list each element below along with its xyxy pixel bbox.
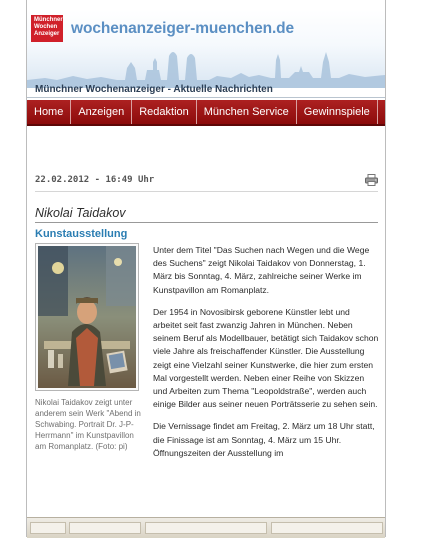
article-body <box>153 244 379 469</box>
nav-bottom-strip <box>27 124 385 126</box>
author-divider <box>35 222 378 223</box>
article-paragraph: Die Vernissage findet am Freitag, 2. März um 18 Uhr statt, die Finissage ist am Sonntag, 4. März um 15 Uhr. Öffnungszeiten der Ausstellung im <box>153 421 375 458</box>
nav-item-anzeigen[interactable]: Anzeigen <box>71 100 132 124</box>
site-subtitle: Münchner Wochenanzeiger - Aktuelle Nachrichten <box>35 84 273 95</box>
nav-item-redaktion[interactable]: Redaktion <box>132 100 197 124</box>
image-caption: Nikolai Taidakov zeigt unter anderem sein Werk "Abend in Schwabing. Portrait Dr. J-P- Herrmann" im Kunstpavillon am Romanplatz. (Foto: pi) <box>35 398 141 451</box>
status-bar-segment <box>30 522 66 534</box>
nav-item-home[interactable]: Home <box>27 100 71 124</box>
article-author: Nikolai Taidakov <box>35 206 126 220</box>
article-date: 22.02.2012 - 16:49 Uhr <box>35 175 155 185</box>
nav-item-gewinnspiele[interactable]: Gewinnspiele <box>297 100 378 124</box>
article-image-frame[interactable] <box>35 243 139 391</box>
logo-line: Münchner <box>34 17 63 23</box>
status-bar-segment <box>145 522 267 534</box>
meta-divider <box>35 191 378 192</box>
munich-skyline-illustration <box>27 40 385 88</box>
section-heading: Kunstausstellung <box>35 228 128 240</box>
article-paragraph: Der 1954 in Novosibirsk geborene Künstler lebt und arbeitet seit fast zwanzig Jahren in München. Neben seinem Beruf als Modellbauer, betätigt sich Taidakov schon viele Jahre als freischaffender Künstler. Die Ausstellung zeigt eine Vielzahl seiner Kunstwerke, die hier zum ersten Mal vorgestellt werden. Neben einer Reihe von Skizzen und Arbeiten zum Thema "Leopoldstraße", werden auch einige Bilder aus seiner neuen Porträtsserie zu sehen sein. <box>153 306 379 410</box>
status-bar-segment <box>271 522 383 534</box>
header-divider <box>27 97 385 98</box>
site-title[interactable]: wochenanzeiger-muenchen.de <box>71 20 295 37</box>
site-logo[interactable] <box>31 15 63 42</box>
article-paragraph: Unter dem Titel "Das Suchen nach Wegen und die Wege des Suchens" zeigt Nikolai Taidakov von Donnerstag, 1. März bis Sonntag, 4. März, zahlreiche seiner Werke im Kunstpavillon am Romanplatz. <box>153 245 370 295</box>
printer-icon[interactable] <box>365 174 378 186</box>
browser-status-bar <box>27 517 385 538</box>
main-navigation <box>27 100 385 124</box>
status-bar-segment <box>69 522 141 534</box>
nav-item-muenchen-service[interactable]: München Service <box>197 100 297 124</box>
article-photo[interactable] <box>38 246 136 388</box>
logo-line: Wochen <box>34 24 58 30</box>
logo-line: Anzeiger <box>34 31 60 37</box>
page-frame-right <box>385 0 386 537</box>
site-header <box>27 10 385 88</box>
